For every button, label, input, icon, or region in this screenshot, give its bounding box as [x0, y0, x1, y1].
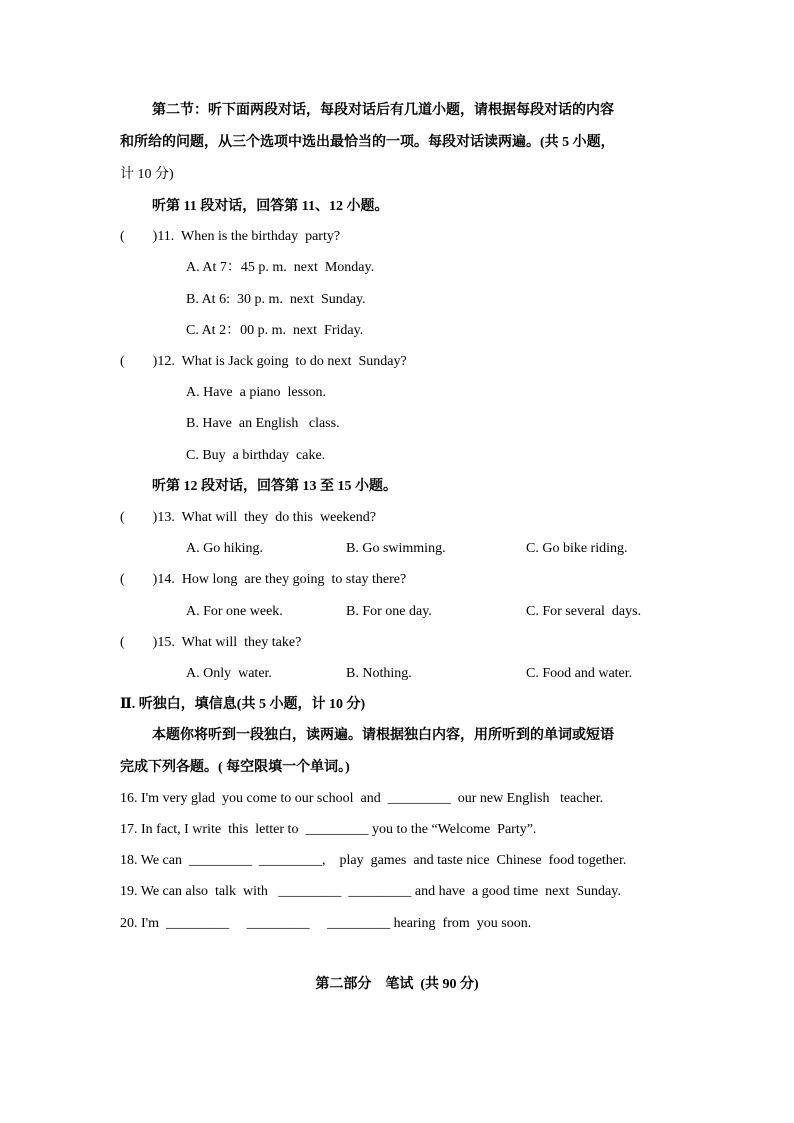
part2-intro-line2: 完成下列各题。( 每空限填一个单词。) — [120, 760, 350, 775]
option-a: A. Go hiking. — [186, 541, 263, 556]
option-b: B. Nothing. — [346, 666, 412, 681]
dialog12-intro: 听第 12 段对话，回答第 13 至 15 小题。 — [152, 479, 397, 494]
option-c: C. Go bike riding. — [526, 541, 628, 556]
fill-item-20: 20. I'm _________ _________ _________ hearing from you soon. — [120, 916, 532, 931]
question-stem: ( )13. What will they do this weekend? — [120, 510, 376, 525]
question-stem: ( )12. What is Jack going to do next Sunday? — [120, 354, 407, 369]
part2-title: Ⅱ. 听独白，填信息(共 5 小题，计 10 分) — [120, 697, 366, 712]
option-c: C. For several days. — [526, 604, 642, 619]
option-a: A. Have a piano lesson. — [186, 385, 326, 400]
option-c: C. Food and water. — [526, 666, 633, 681]
section2-heading-line3: 计 10 分) — [120, 167, 174, 182]
question-stem: ( )14. How long are they going to stay there? — [120, 572, 407, 587]
part-two-title: 第二部分 笔试 (共 90 分) — [315, 977, 479, 992]
part2-intro-line1: 本题你将听到一段独白，读两遍。请根据独白内容，用所听到的单词或短语 — [152, 728, 614, 743]
option-c: C. Buy a birthday cake. — [186, 448, 326, 463]
option-c: C. At 2：00 p. m. next Friday. — [186, 323, 364, 338]
option-a: A. At 7：45 p. m. next Monday. — [186, 260, 375, 275]
question-stem: ( )15. What will they take? — [120, 635, 302, 650]
option-b: B. Have an English class. — [186, 416, 340, 431]
section2-heading-line1: 第二节：听下面两段对话，每段对话后有几道小题，请根据每段对话的内容 — [152, 103, 614, 118]
fill-item-18: 18. We can _________ _________, play games and taste nice Chinese food together. — [120, 853, 627, 868]
option-b: B. Go swimming. — [346, 541, 446, 556]
option-a: A. Only water. — [186, 666, 272, 681]
fill-item-17: 17. In fact, I write this letter to _________ you to the “Welcome Party”. — [120, 822, 537, 837]
question-stem: ( )11. When is the birthday party? — [120, 229, 341, 244]
fill-item-16: 16. I'm very glad you come to our school and _________ our new English teacher. — [120, 791, 604, 806]
fill-item-19: 19. We can also talk with _________ _________ and have a good time next Sunday. — [120, 884, 621, 899]
option-b: B. For one day. — [346, 604, 432, 619]
option-b: B. At 6: 30 p. m. next Sunday. — [186, 292, 366, 307]
dialog11-intro: 听第 11 段对话，回答第 11、12 小题。 — [152, 199, 389, 214]
section2-heading-line2: 和所给的问题，从三个选项中选出最恰当的一项。每段对话读两遍。(共 5 小题， — [120, 135, 615, 150]
option-a: A. For one week. — [186, 604, 283, 619]
